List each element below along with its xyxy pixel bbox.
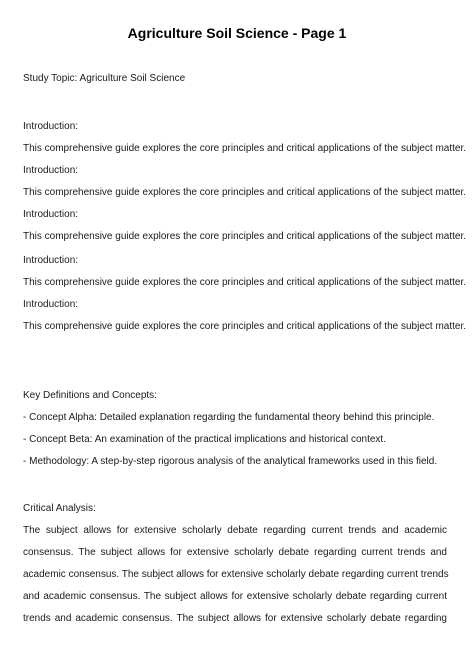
intro-heading-2: Introduction: [23, 165, 79, 176]
intro-heading-4: Introduction: [23, 255, 79, 266]
definition-item-3: - Methodology: A step-by-step rigorous analysis of the analytical frameworks used in this field. [23, 456, 438, 467]
study-topic: Study Topic: Agriculture Soil Science [23, 73, 186, 84]
critical-analysis-line-5: trends and academic consensus. The subject allows for extensive scholarly debate regarding [23, 613, 447, 624]
key-definitions-heading: Key Definitions and Concepts: [23, 390, 157, 401]
intro-heading-3: Introduction: [23, 209, 79, 220]
intro-text-2: This comprehensive guide explores the core principles and critical applications of the subject matter. [23, 187, 467, 198]
intro-text-5: This comprehensive guide explores the core principles and critical applications of the subject matter. [23, 321, 467, 332]
critical-analysis-line-2: consensus. The subject allows for extensive scholarly debate regarding current trends and [23, 547, 447, 558]
intro-text-1: This comprehensive guide explores the core principles and critical applications of the subject matter. [23, 143, 467, 154]
intro-text-3: This comprehensive guide explores the core principles and critical applications of the subject matter. [23, 231, 467, 242]
intro-heading-1: Introduction: [23, 121, 79, 132]
critical-analysis-heading: Critical Analysis: [23, 503, 96, 514]
critical-analysis-line-1: The subject allows for extensive scholarly debate regarding current trends and academic [23, 525, 447, 536]
intro-heading-5: Introduction: [23, 299, 79, 310]
critical-analysis-line-3: academic consensus. The subject allows for extensive scholarly debate regarding current trends [23, 569, 449, 580]
definition-item-2: - Concept Beta: An examination of the practical implications and historical context. [23, 434, 386, 445]
intro-text-4: This comprehensive guide explores the core principles and critical applications of the subject matter. [23, 277, 467, 288]
definition-item-1: - Concept Alpha: Detailed explanation regarding the fundamental theory behind this principle. [23, 412, 435, 423]
critical-analysis-line-4: and academic consensus. The subject allows for extensive scholarly debate regarding current [23, 591, 447, 602]
page-title: Agriculture Soil Science - Page 1 [127, 25, 347, 41]
